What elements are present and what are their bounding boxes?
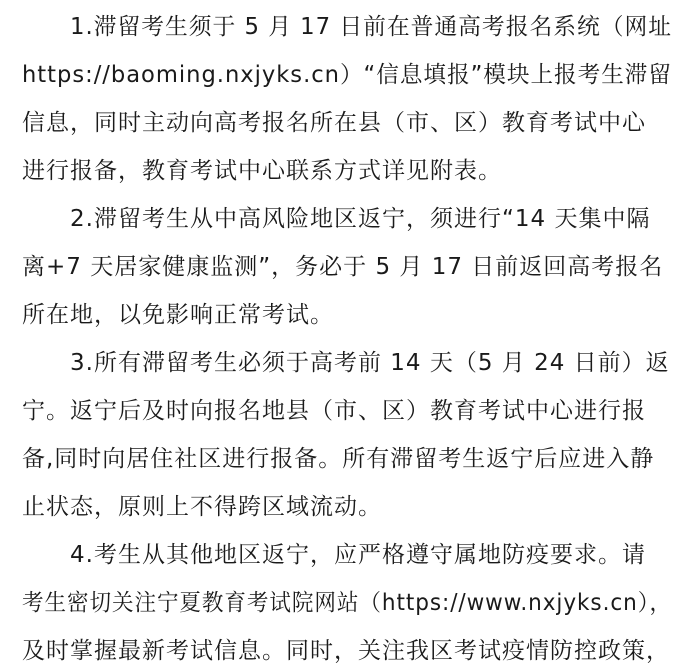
paragraph-4-line-1: 4.考生从其他地区返宁，应严格遵守属地防疫要求。请 [70,542,646,568]
paragraph-2-line-3: 所在地，以免影响正常考试。 [22,302,334,328]
paragraph-4-line-3: 及时掌握最新考试信息。同时，关注我区考试疫情防控政策， [22,638,670,664]
paragraph-1-line-1: 1.滞留考生须于 5 月 17 日前在普通高考报名系统（网址 [70,14,673,40]
paragraph-3-line-2: 宁。返宁后及时向报名地县（市、区）教育考试中心进行报 [22,398,646,424]
paragraph-3-line-1: 3.所有滞留考生必须于高考前 14 天（5 月 24 日前）返 [70,350,670,376]
paragraph-3-line-3: 备,同时向居住社区进行报备。所有滞留考生返宁后应进入静 [22,446,655,472]
paragraph-3-line-4: 止状态，原则上不得跨区域流动。 [22,494,382,520]
paragraph-4-line-2: 考生密切关注宁夏教育考试院网站（https://www.nxjyks.cn）， [22,590,672,616]
paragraph-1-line-3: 信息，同时主动向高考报名所在县（市、区）教育考试中心 [22,110,646,136]
paragraph-1-line-2: https://baoming.nxjyks.cn）“信息填报”模块上报考生滞留 [22,62,672,88]
paragraph-2-line-2: 离+7 天居家健康监测”，务必于 5 月 17 日前返回高考报名 [22,254,664,280]
paragraph-1-line-4: 进行报备，教育考试中心联系方式详见附表。 [22,158,502,184]
paragraph-2-line-1: 2.滞留考生从中高风险地区返宁，须进行“14 天集中隔 [70,206,651,232]
